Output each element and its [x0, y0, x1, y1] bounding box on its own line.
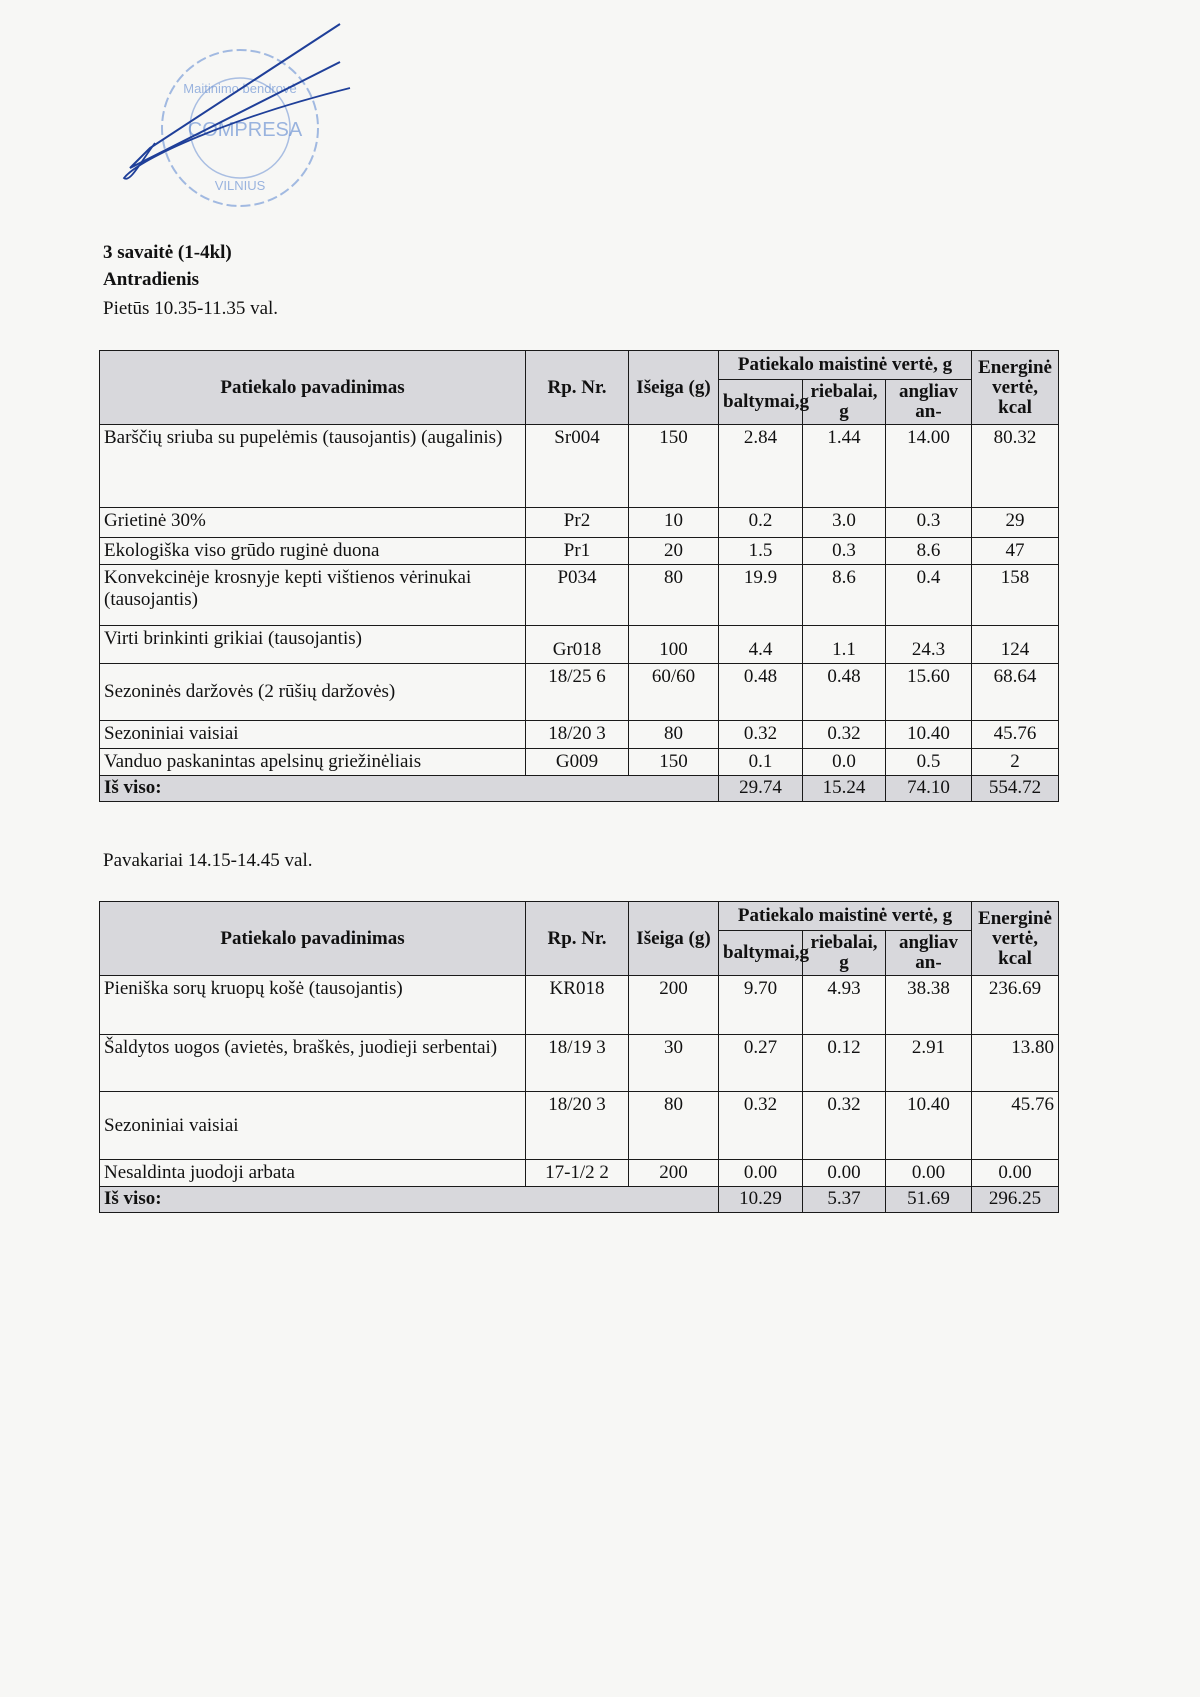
total-row	[100, 776, 1059, 802]
col-header-fat: riebalai, g	[803, 380, 886, 425]
protein-value: 0.00	[719, 1160, 803, 1187]
rp-number: Sr004	[526, 425, 629, 508]
table-row	[100, 664, 1059, 721]
company-stamp	[110, 18, 360, 218]
table-row	[100, 425, 1059, 508]
carbs-value: 0.5	[886, 749, 972, 776]
svg-text:VILNIUS: VILNIUS	[214, 178, 266, 193]
rp-number: G009	[526, 749, 629, 776]
fat-value: 0.12	[803, 1035, 886, 1092]
dish-name: Vanduo paskanintas apelsinų griežinėliais	[100, 749, 526, 776]
yield-value: 200	[629, 1160, 719, 1187]
total-fat: 5.37	[803, 1187, 886, 1213]
energy-value: 158	[972, 565, 1059, 626]
table-row	[100, 565, 1059, 626]
svg-text:Maitinimo bendrovė: Maitinimo bendrovė	[183, 81, 297, 96]
dish-name: Sezoniniai vaisiai	[100, 1092, 526, 1160]
col-header-name: Patiekalo pavadinimas	[100, 351, 526, 425]
fat-value: 1.44	[803, 425, 886, 508]
energy-value: 29	[972, 508, 1059, 538]
afternoon-snack-table	[99, 901, 1059, 1213]
table-row	[100, 538, 1059, 565]
protein-value: 0.32	[719, 1092, 803, 1160]
svg-text:COMPRESA: COMPRESA	[187, 119, 303, 141]
dish-name: Ekologiška viso grūdo ruginė duona	[100, 538, 526, 565]
yield-value: 60/60	[629, 664, 719, 721]
table-row	[100, 626, 1059, 664]
rp-number: KR018	[526, 976, 629, 1035]
protein-value: 0.32	[719, 721, 803, 749]
total-energy: 296.25	[972, 1187, 1059, 1213]
energy-value: 47	[972, 538, 1059, 565]
rp-number: Pr1	[526, 538, 629, 565]
total-protein: 10.29	[719, 1187, 803, 1213]
table-row	[100, 721, 1059, 749]
energy-value: 124	[972, 626, 1059, 664]
col-header-carbs: angliav an-	[886, 931, 972, 976]
dish-name: Šaldytos uogos (avietės, braškės, juodieji serbentai)	[100, 1035, 526, 1092]
total-protein: 29.74	[719, 776, 803, 802]
yield-value: 150	[629, 749, 719, 776]
week-heading: 3 savaitė (1-4kl)	[103, 242, 232, 263]
col-header-yield: Išeiga (g)	[629, 351, 719, 425]
rp-number: 18/19 3	[526, 1035, 629, 1092]
yield-value: 10	[629, 508, 719, 538]
rp-number: 18/20 3	[526, 1092, 629, 1160]
carbs-value: 0.4	[886, 565, 972, 626]
col-header-yield: Išeiga (g)	[629, 902, 719, 976]
table-row	[100, 976, 1059, 1035]
fat-value: 0.48	[803, 664, 886, 721]
dish-name: Nesaldinta juodoji arbata	[100, 1160, 526, 1187]
col-header-protein: baltymai,g	[719, 931, 803, 976]
dish-name: Virti brinkinti grikiai (tausojantis)	[100, 626, 526, 664]
carbs-value: 15.60	[886, 664, 972, 721]
rp-number: 18/20 3	[526, 721, 629, 749]
protein-value: 2.84	[719, 425, 803, 508]
table-row	[100, 1035, 1059, 1092]
yield-value: 80	[629, 1092, 719, 1160]
yield-value: 200	[629, 976, 719, 1035]
total-energy: 554.72	[972, 776, 1059, 802]
col-header-nutrition: Patiekalo maistinė vertė, g	[719, 902, 972, 931]
col-header-energy: Energinė vertė, kcal	[972, 351, 1059, 425]
rp-number: P034	[526, 565, 629, 626]
yield-value: 80	[629, 565, 719, 626]
yield-value: 150	[629, 425, 719, 508]
carbs-value: 8.6	[886, 538, 972, 565]
table-row	[100, 749, 1059, 776]
carbs-value: 10.40	[886, 1092, 972, 1160]
energy-value: 80.32	[972, 425, 1059, 508]
energy-value: 236.69	[972, 976, 1059, 1035]
col-header-energy: Energinė vertė, kcal	[972, 902, 1059, 976]
carbs-value: 2.91	[886, 1035, 972, 1092]
energy-value: 2	[972, 749, 1059, 776]
fat-value: 0.3	[803, 538, 886, 565]
lunch-heading: Pietūs 10.35-11.35 val.	[103, 298, 279, 319]
fat-value: 0.32	[803, 721, 886, 749]
protein-value: 4.4	[719, 626, 803, 664]
table-row	[100, 1160, 1059, 1187]
protein-value: 19.9	[719, 565, 803, 626]
col-header-rp: Rp. Nr.	[526, 902, 629, 976]
col-header-fat: riebalai, g	[803, 931, 886, 976]
rp-number: 17-1/2 2	[526, 1160, 629, 1187]
carbs-value: 38.38	[886, 976, 972, 1035]
protein-value: 0.1	[719, 749, 803, 776]
fat-value: 0.32	[803, 1092, 886, 1160]
dish-name: Sezoniniai vaisiai	[100, 721, 526, 749]
energy-value: 0.00	[972, 1160, 1059, 1187]
table-row	[100, 508, 1059, 538]
col-header-nutrition: Patiekalo maistinė vertė, g	[719, 351, 972, 380]
fat-value: 0.0	[803, 749, 886, 776]
protein-value: 9.70	[719, 976, 803, 1035]
fat-value: 8.6	[803, 565, 886, 626]
protein-value: 0.48	[719, 664, 803, 721]
dish-name: Konvekcinėje krosnyje kepti vištienos vėrinukai (tausojantis)	[100, 565, 526, 626]
energy-value: 45.76	[972, 1092, 1059, 1160]
protein-value: 0.2	[719, 508, 803, 538]
protein-value: 1.5	[719, 538, 803, 565]
lunch-table	[99, 350, 1059, 802]
energy-value: 45.76	[972, 721, 1059, 749]
col-header-name: Patiekalo pavadinimas	[100, 902, 526, 976]
table-row	[100, 1092, 1059, 1160]
yield-value: 20	[629, 538, 719, 565]
total-label: Iš viso:	[100, 1187, 719, 1213]
fat-value: 1.1	[803, 626, 886, 664]
total-fat: 15.24	[803, 776, 886, 802]
yield-value: 100	[629, 626, 719, 664]
col-header-carbs: angliav an-	[886, 380, 972, 425]
dish-name: Pieniška sorų kruopų košė (tausojantis)	[100, 976, 526, 1035]
carbs-value: 14.00	[886, 425, 972, 508]
afternoon-snack-heading: Pavakariai 14.15-14.45 val.	[103, 850, 313, 871]
carbs-value: 0.00	[886, 1160, 972, 1187]
fat-value: 4.93	[803, 976, 886, 1035]
col-header-protein: baltymai,g	[719, 380, 803, 425]
fat-value: 3.0	[803, 508, 886, 538]
yield-value: 30	[629, 1035, 719, 1092]
rp-number: Pr2	[526, 508, 629, 538]
total-carbs: 74.10	[886, 776, 972, 802]
col-header-rp: Rp. Nr.	[526, 351, 629, 425]
total-row	[100, 1187, 1059, 1213]
total-carbs: 51.69	[886, 1187, 972, 1213]
rp-number: 18/25 6	[526, 664, 629, 721]
carbs-value: 0.3	[886, 508, 972, 538]
yield-value: 80	[629, 721, 719, 749]
protein-value: 0.27	[719, 1035, 803, 1092]
energy-value: 68.64	[972, 664, 1059, 721]
rp-number: Gr018	[526, 626, 629, 664]
dish-name: Barščių sriuba su pupelėmis (tausojantis) (augalinis)	[100, 425, 526, 508]
carbs-value: 24.3	[886, 626, 972, 664]
dish-name: Grietinė 30%	[100, 508, 526, 538]
carbs-value: 10.40	[886, 721, 972, 749]
energy-value: 13.80	[972, 1035, 1059, 1092]
total-label: Iš viso:	[100, 776, 719, 802]
fat-value: 0.00	[803, 1160, 886, 1187]
dish-name: Sezoninės daržovės (2 rūšių daržovės)	[100, 664, 526, 721]
day-heading: Antradienis	[103, 269, 200, 290]
